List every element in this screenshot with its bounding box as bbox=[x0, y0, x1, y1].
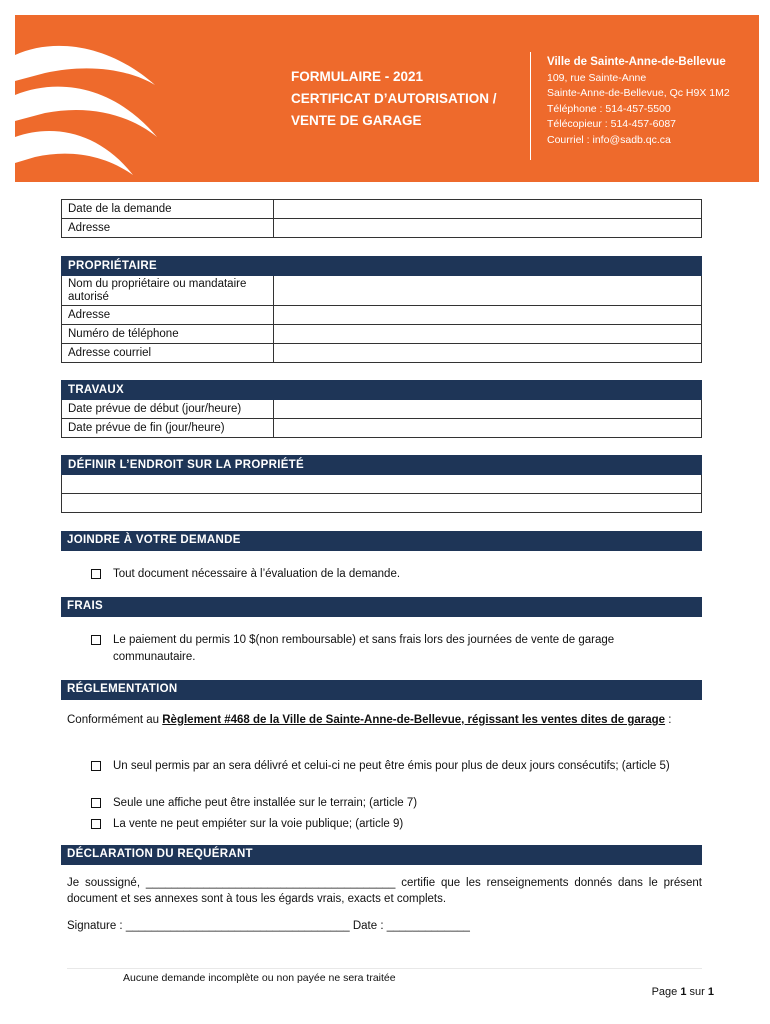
contact-line: Téléphone : 514-457-5500 bbox=[547, 102, 671, 115]
field-label: Date prévue de fin (jour/heure) bbox=[62, 419, 274, 438]
owner-email-field[interactable] bbox=[274, 344, 702, 363]
checkbox-label: Seule une affiche peut être installée sur le terrain; (article 7) bbox=[113, 797, 418, 809]
field-label: Adresse bbox=[62, 219, 274, 238]
owner-name-field[interactable] bbox=[274, 276, 702, 306]
owner-table bbox=[61, 256, 702, 363]
works-heading: TRAVAUX bbox=[62, 381, 702, 400]
page-mid: sur bbox=[686, 986, 708, 998]
rules-intro bbox=[67, 712, 702, 728]
form-title-line: VENTE DE GARAGE bbox=[291, 113, 422, 128]
works-table bbox=[61, 380, 702, 438]
attach-heading: JOINDRE À VOTRE DEMANDE bbox=[61, 531, 702, 551]
checkbox[interactable] bbox=[91, 761, 101, 771]
request-table bbox=[61, 199, 702, 238]
form-title bbox=[291, 66, 497, 132]
form-title-line: FORMULAIRE - 2021 bbox=[291, 69, 424, 84]
rule-item bbox=[91, 795, 693, 812]
bylaw-reference: Règlement #468 de la Ville de Sainte-Anne-de-Bellevue, régissant les ventes dites de garage bbox=[162, 714, 666, 726]
city-contact-block bbox=[547, 55, 730, 148]
checkbox-label: La vente ne peut empiéter sur la voie publique; (article 9) bbox=[113, 818, 404, 830]
contact-line: 109, rue Sainte-Anne bbox=[547, 71, 647, 84]
declaration-heading: DÉCLARATION DU REQUÉRANT bbox=[61, 845, 702, 865]
location-heading: DÉFINIR L’ENDROIT SUR LA PROPRIÉTÉ bbox=[62, 456, 702, 475]
signature-line: Signature : ___________________________________ Date : _____________ bbox=[67, 920, 470, 932]
declaration-text: Je soussigné, _______________________________________ certifie que les renseignements donnés dans le présent document et ses annexes sont à tous les égards vrais, exacts et complets. bbox=[67, 877, 702, 905]
checkbox[interactable] bbox=[91, 798, 101, 808]
location-table bbox=[61, 455, 702, 513]
rule-item bbox=[91, 816, 693, 833]
request-address-field[interactable] bbox=[274, 219, 702, 238]
attach-item bbox=[91, 566, 693, 583]
owner-heading: PROPRIÉTAIRE bbox=[62, 257, 702, 276]
owner-phone-field[interactable] bbox=[274, 325, 702, 344]
checkbox-label: Un seul permis par an sera délivré et celui-ci ne peut être émis pour plus de deux jours consécutifs; (article 5) bbox=[113, 760, 670, 772]
checkbox[interactable] bbox=[91, 819, 101, 829]
field-label: Numéro de téléphone bbox=[62, 325, 274, 344]
city-name: Ville de Sainte-Anne-de-Bellevue bbox=[547, 56, 726, 68]
footer-divider bbox=[67, 968, 702, 969]
contact-line: Courriel : info@sadb.qc.ca bbox=[547, 133, 671, 146]
rule-item bbox=[91, 758, 693, 775]
rules-intro-suffix: : bbox=[665, 714, 672, 726]
page-current: 1 bbox=[680, 986, 687, 998]
contact-line: Sainte-Anne-de-Bellevue, Qc H9X 1M2 bbox=[547, 87, 730, 99]
field-label: Adresse courriel bbox=[62, 344, 274, 363]
checkbox[interactable] bbox=[91, 569, 101, 579]
rules-intro-prefix: Conformément au bbox=[67, 714, 163, 726]
rules-heading: RÉGLEMENTATION bbox=[61, 680, 702, 700]
field-label: Date de la demande bbox=[62, 200, 274, 219]
fees-item bbox=[91, 632, 693, 666]
checkbox-label: Le paiement du permis 10 $(non remboursable) et sans frais lors des journées de vente de garage communautaire. bbox=[113, 634, 615, 663]
checkbox[interactable] bbox=[91, 635, 101, 645]
footer-note: Aucune demande incomplète ou non payée ne sera traitée bbox=[123, 972, 396, 984]
field-label: Nom du propriétaire ou mandataire autorisé bbox=[62, 276, 274, 306]
header-divider bbox=[530, 52, 531, 160]
location-field[interactable] bbox=[62, 475, 702, 494]
start-date-field[interactable] bbox=[274, 400, 702, 419]
field-label: Date prévue de début (jour/heure) bbox=[62, 400, 274, 419]
checkbox-label: Tout document nécessaire à l’évaluation de la demande. bbox=[113, 568, 401, 580]
contact-line: Télécopieur : 514-457-6087 bbox=[547, 118, 677, 130]
page-header bbox=[15, 15, 759, 182]
city-logo-waves-icon bbox=[15, 15, 175, 182]
form-title-line: CERTIFICAT D’AUTORISATION / bbox=[291, 91, 497, 106]
page-prefix: Page bbox=[651, 986, 681, 998]
page-total: 1 bbox=[707, 986, 714, 998]
page-number bbox=[652, 986, 714, 998]
end-date-field[interactable] bbox=[274, 419, 702, 438]
location-field[interactable] bbox=[62, 494, 702, 513]
fees-heading: FRAIS bbox=[61, 597, 702, 617]
owner-address-field[interactable] bbox=[274, 306, 702, 325]
field-label: Adresse bbox=[62, 306, 274, 325]
request-date-field[interactable] bbox=[274, 200, 702, 219]
